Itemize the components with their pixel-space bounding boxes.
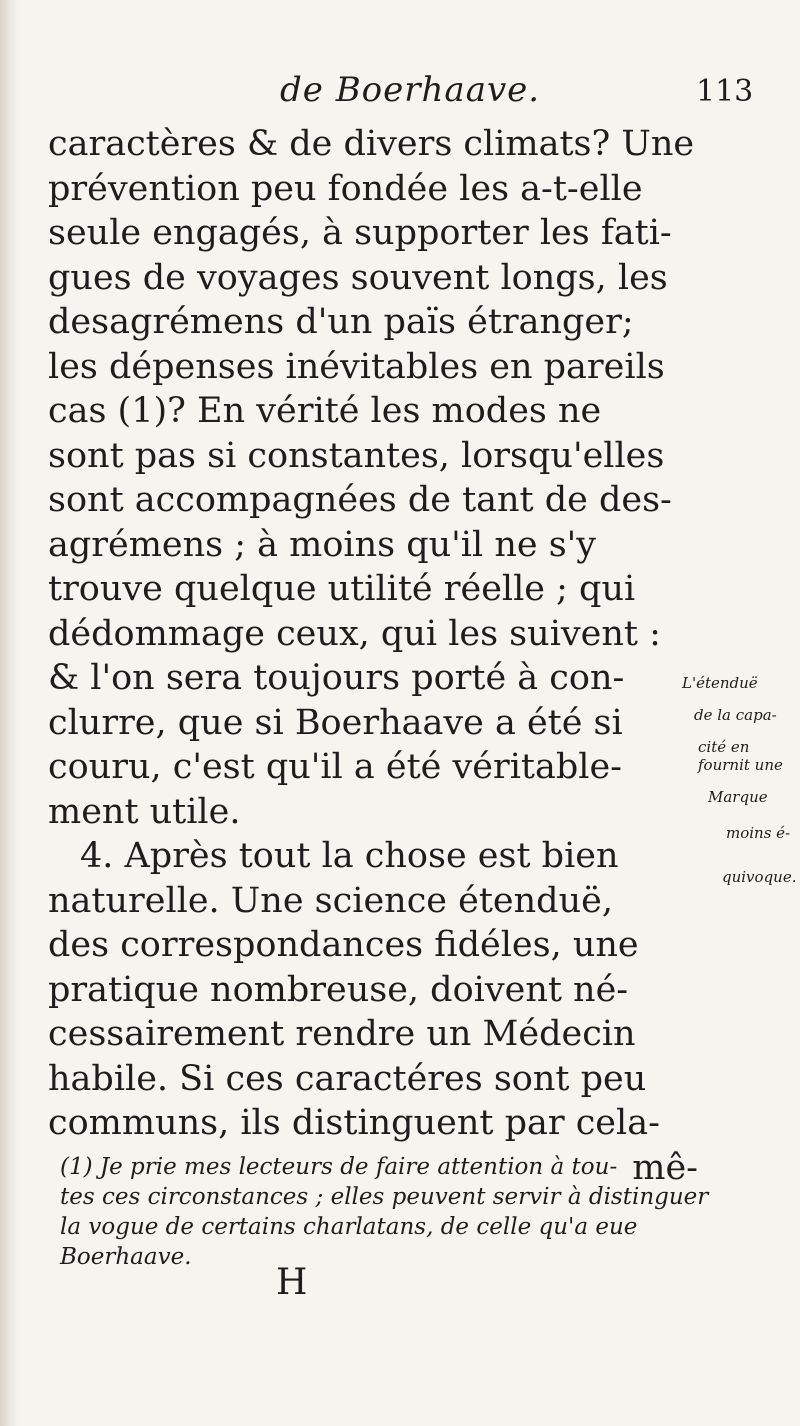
text-line: clurre, que si Boerhaave a été si	[48, 702, 623, 743]
text-line: caractères & de divers climats? Une	[48, 124, 695, 164]
text-line: agrémens ; à moins qu'il ne s'y	[48, 524, 597, 565]
margin-note-line: quivoque.	[722, 868, 797, 886]
text-line: ment utile.	[48, 791, 241, 832]
text-line: gues de voyages souvent longs, les	[48, 257, 668, 298]
page-header	[0, 70, 800, 130]
paragraph-start-line: 4. Après tout la chose est bien	[80, 836, 619, 876]
signature-mark: H	[276, 1262, 308, 1303]
text-line: seule engagés, à supporter les fati-	[48, 213, 672, 253]
text-line: cessairement rendre un Médecin	[48, 1014, 636, 1054]
footnote-line: (1) Je prie mes lecteurs de faire attention à tou-	[60, 1154, 618, 1180]
text-line: & l'on sera toujours porté à con-	[48, 658, 625, 698]
text-line: les dépenses inévitables en pareils	[48, 346, 665, 387]
margin-note-line: cité en	[698, 738, 750, 756]
running-title: de Boerhaave.	[280, 70, 541, 110]
footnote-line: tes ces circonstances ; elles peuvent servir à distinguer	[60, 1184, 709, 1210]
margin-note-line: moins é-	[726, 824, 791, 842]
margin-note-line: fournit une	[698, 756, 783, 774]
text-line: pratique nombreuse, doivent né-	[48, 969, 629, 1010]
text-line: des correspondances fidéles, une	[48, 925, 639, 965]
catchword-line: mê-	[632, 1147, 698, 1188]
footnote-line: Boerhaave.	[60, 1244, 192, 1270]
text-line: cas (1)? En vérité les modes ne	[48, 391, 602, 431]
margin-note-line: de la capa-	[694, 706, 777, 724]
text-line: prévention peu fondée les a-t-elle	[48, 168, 643, 209]
page-gutter	[0, 0, 18, 1426]
page-number: 113	[696, 74, 754, 109]
margin-note-line: Marque	[708, 788, 768, 806]
text-line: naturelle. Une science étenduë,	[48, 880, 613, 921]
text-line: dédommage ceux, qui les suivent :	[48, 613, 661, 654]
text-line: habile. Si ces caractéres sont peu	[48, 1058, 647, 1099]
text-line: communs, ils distinguent par cela-	[48, 1103, 660, 1143]
text-line: desagrémens d'un païs étranger;	[48, 302, 634, 342]
margin-note-line: L'étenduë	[682, 674, 758, 692]
body-text	[48, 122, 748, 1190]
footnote-line: la vogue de certains charlatans, de celle qu'a eue	[60, 1214, 638, 1240]
text-line: couru, c'est qu'il a été véritable-	[48, 747, 622, 787]
text-line: trouve quelque utilité réelle ; qui	[48, 569, 636, 609]
footnote	[60, 1152, 760, 1272]
text-line: sont accompagnées de tant de des-	[48, 480, 672, 520]
footnote-divider	[48, 1145, 748, 1146]
text-line: sont pas si constantes, lorsqu'elles	[48, 435, 665, 476]
